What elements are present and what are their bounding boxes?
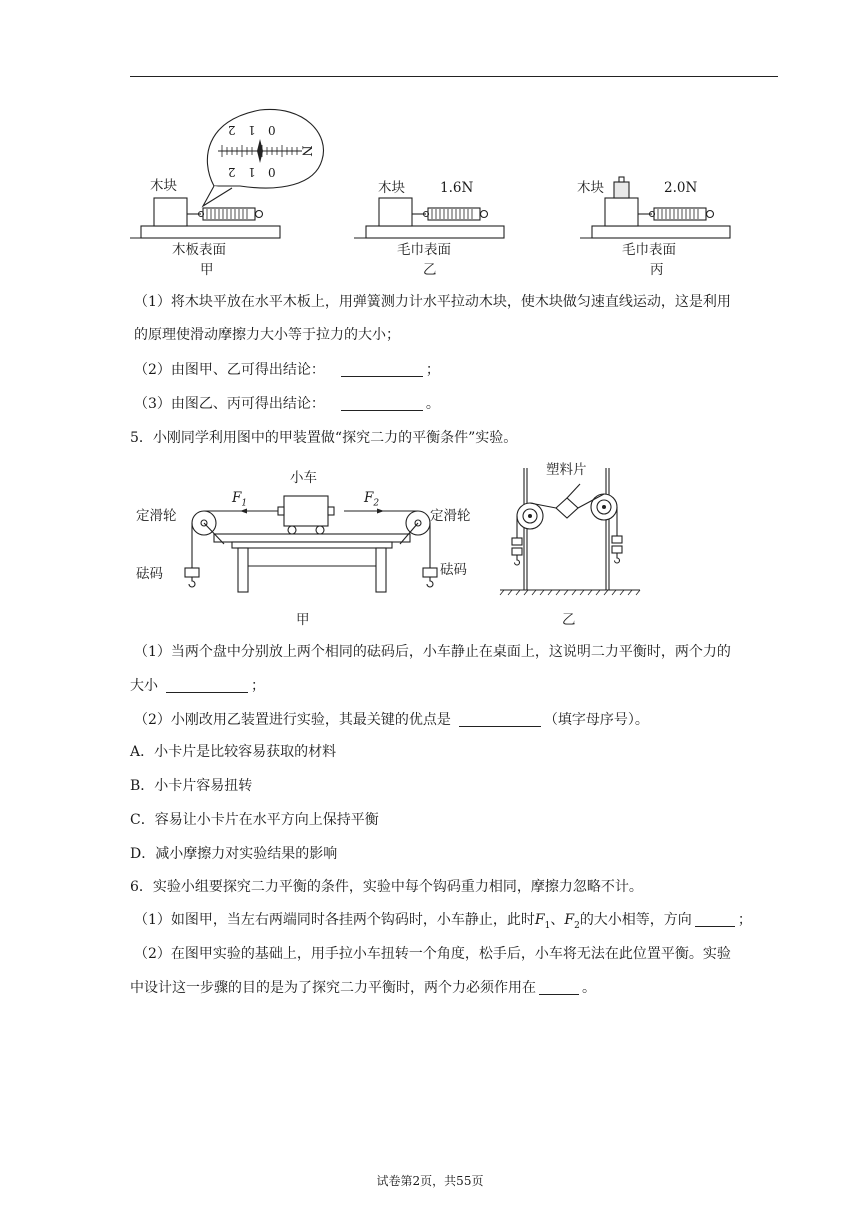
- panel-c-reading: 2.0N: [664, 180, 698, 196]
- q4-part2-blank[interactable]: [341, 362, 423, 377]
- pulley-left-label: 定滑轮: [136, 508, 177, 524]
- plastic-card-label: 塑料片: [546, 462, 587, 478]
- q5-part2: [134, 710, 649, 730]
- force-f1-symbol: F: [232, 490, 242, 506]
- spring-scale-dial: [203, 109, 323, 206]
- q5-part1-end: ；: [251, 678, 265, 694]
- q4-part3: [134, 394, 440, 414]
- q5-option-a[interactable]: A．小卡片是比较容易获取的材料: [130, 744, 337, 760]
- panel-b-block-label: 木块: [378, 180, 405, 196]
- panel-b-reading: 1.6N: [440, 180, 474, 196]
- dial-digit: 0: [268, 165, 276, 179]
- q6-part2-blank[interactable]: [539, 980, 579, 995]
- panel-b-surface: 毛巾表面: [397, 242, 451, 258]
- panel-c-block-label: 木块: [577, 180, 604, 196]
- force-f2-subscript: 2: [373, 498, 380, 509]
- q6-f1-subscript: 1: [544, 920, 551, 931]
- q5-part1-blank[interactable]: [166, 678, 248, 693]
- force-f2-symbol: F: [364, 490, 374, 506]
- q5-option-d[interactable]: D．减小摩擦力对实验结果的影响: [130, 846, 338, 862]
- page-footer: 试卷第2页，共55页: [376, 1174, 484, 1188]
- q6-part1-end: ；: [737, 912, 752, 928]
- panel-c-caption: 丙: [650, 262, 664, 278]
- balance-figure: [0, 460, 860, 620]
- figure-a-caption: 甲: [296, 612, 310, 628]
- q4-part2-text: （2）由图甲、乙可得出结论：: [134, 362, 325, 378]
- q4-part3-end: 。: [425, 396, 440, 412]
- q6-part1-text-2: 的大小相等，方向: [579, 912, 692, 928]
- q5-part2-blank[interactable]: [459, 712, 541, 727]
- q5-part1-text: 大小: [130, 678, 158, 694]
- dial-digit: 0: [268, 123, 276, 137]
- q5-part2-text: （2）小刚改用乙装置进行实验，其最关键的优点是: [134, 712, 451, 728]
- dial-digit: 1: [248, 165, 256, 179]
- q6-part1-text: （1）如图甲，当左右两端同时各挂两个钩码时，小车静止，此时: [134, 912, 535, 928]
- q4-part3-text: （3）由图乙、丙可得出结论：: [134, 396, 325, 412]
- panel-a-caption: 甲: [200, 262, 214, 278]
- q6-f2-symbol: F: [564, 912, 575, 928]
- q4-part2: [134, 360, 440, 380]
- q4-part1-line1: （1）将木块平放在水平木板上，用弹簧测力计水平拉动木块，使木块做匀速直线运动，这是利用: [134, 294, 731, 310]
- q6-part2-line1: （2）在图甲实验的基础上，用手拉小车扭转一个角度，松手后，小车将无法在此位置平衡。实验: [134, 946, 731, 962]
- q6-part1: [134, 910, 752, 936]
- q6-f1-symbol: F: [534, 912, 545, 928]
- q5-part1-line1: （1）当两个盘中分别放上两个相同的砝码后，小车静止在桌面上，这说明二力平衡时，两个力的: [134, 644, 731, 660]
- panel-c-surface: 毛巾表面: [622, 242, 676, 258]
- pulley-right-label: 定滑轮: [430, 508, 471, 524]
- panel-a-block-label: 木块: [150, 178, 177, 194]
- q4-part2-end: ；: [425, 362, 440, 378]
- q6-part2-text: 中设计这一步骤的目的是为了探究二力平衡时，两个力必须作用在: [130, 980, 536, 996]
- q4-part3-blank[interactable]: [341, 396, 423, 411]
- q5-stem: 5．小刚同学利用图中的甲装置做“探究二力的平衡条件”实验。: [130, 430, 518, 446]
- q5-option-c[interactable]: C．容易让小卡片在水平方向上保持平衡: [130, 812, 379, 828]
- weight-left-label: 砝码: [136, 566, 163, 582]
- figure-a-apparatus: [185, 496, 437, 592]
- q6-separator: 、: [550, 912, 565, 928]
- force-f1-subscript: 1: [241, 498, 248, 509]
- q5-part1-line2: [130, 676, 265, 696]
- panel-a-surface: 木板表面: [172, 242, 226, 258]
- figure-b-apparatus: [500, 468, 640, 595]
- panel-b-caption: 乙: [423, 262, 437, 278]
- dial-digit: 2: [228, 123, 236, 137]
- cart-label: 小车: [290, 470, 317, 486]
- q6-part2-end: 。: [582, 980, 596, 996]
- q6-f2-subscript: 2: [574, 920, 580, 931]
- q5-part2-end: （填字母序号）。: [543, 712, 649, 728]
- figure-b-caption: 乙: [562, 612, 576, 628]
- q4-part1-line2: 的原理使滑动摩擦力大小等于拉力的大小；: [134, 327, 400, 343]
- dial-digit: 2: [228, 165, 236, 179]
- force-f2-label: [364, 490, 379, 512]
- weight-right-label: 砝码: [440, 562, 467, 578]
- q6-part2-line2: [130, 978, 596, 998]
- q5-option-b[interactable]: B．小卡片容易扭转: [130, 778, 253, 794]
- dial-digit: 1: [248, 123, 256, 137]
- q6-part1-blank[interactable]: [695, 912, 735, 927]
- panel-b-apparatus: [354, 198, 504, 238]
- dial-unit: N: [298, 145, 314, 157]
- force-f1-label: [232, 490, 247, 512]
- q6-stem: 6．实验小组要探究二力平衡的条件，实验中每个钩码重力相同，摩擦力忽略不计。: [130, 879, 643, 895]
